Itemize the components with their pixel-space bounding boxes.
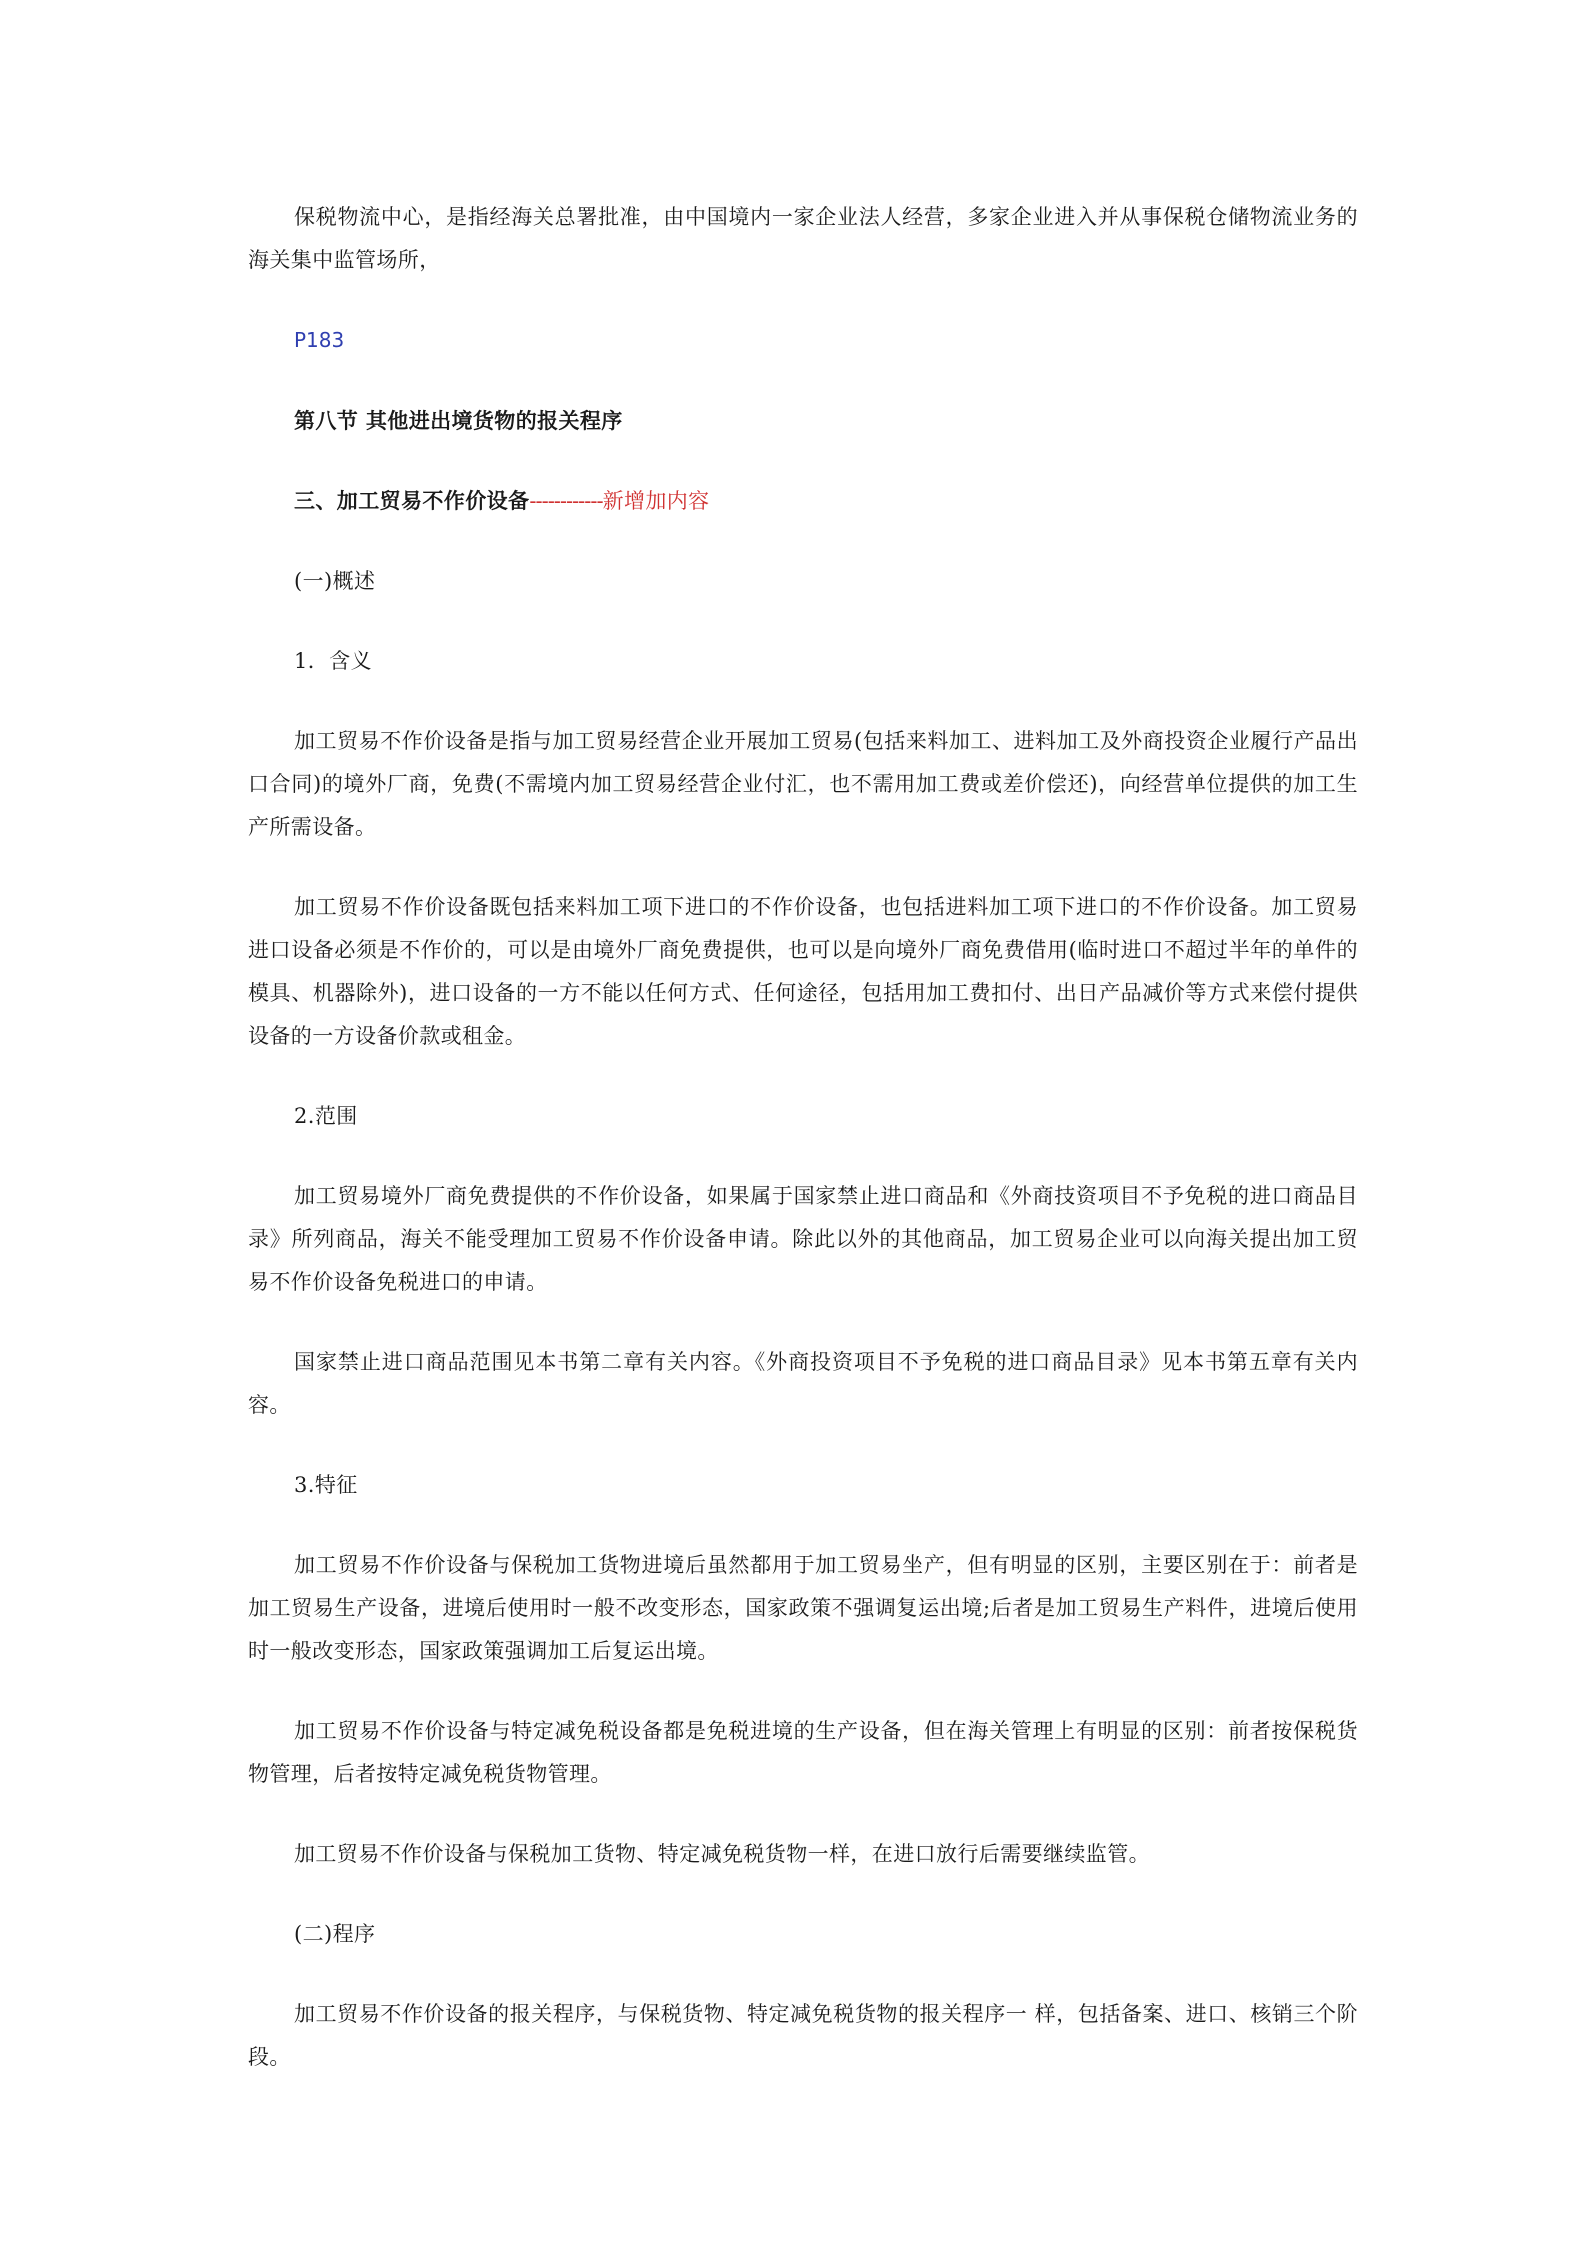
features-paragraph-2: 加工贸易不作价设备与特定减免税设备都是免税进境的生产设备，但在海关管理上有明显的区别：前者按保税货物管理，后者按特定减免税货物管理。 [248, 1719, 1358, 1786]
meaning-paragraph-1: 加工贸易不作价设备是指与加工贸易经营企业开展加工贸易(包括来料加工、进料加工及外商投资企业履行产品出口合同)的境外厂商，免费(不需境内加工贸易经营企业付汇，也不需用加工费或差价偿还)，向经营单位提供的加工生产所需设备。 [248, 729, 1358, 839]
intro-paragraph: 保税物流中心，是指经海关总署批准，由中国境内一家企业法人经营，多家企业进入并从事保税仓储物流业务的海关集中监管场所， [248, 205, 1358, 272]
meaning-paragraph-2: 加工贸易不作价设备既包括来料加工项下进口的不作价设备，也包括进料加工项下进口的不作价设备。加工贸易进口设备必须是不作价的，可以是由境外厂商免费提供，也可以是向境外厂商免费借用(临时进口不超过半年的单件的模具、机器除外)，进口设备的一方不能以任何方式、任何途径，包括用加工费扣付、出日产品减价等方式来偿付提供设备的一方设备价款或租金。 [248, 895, 1358, 1048]
page-reference: P183 [294, 328, 345, 352]
overview-heading: (一)概述 [294, 569, 376, 593]
scope-paragraph-2: 国家禁止进口商品范围见本书第二章有关内容。《外商投资项目不予免税的进口商品目录》见本书第五章有关内容。 [248, 1350, 1358, 1417]
features-paragraph-3: 加工贸易不作价设备与保税加工货物、特定减免税货物一样，在进口放行后需要继续监管。 [294, 1842, 1150, 1866]
features-heading: 3.特征 [294, 1473, 358, 1497]
scope-heading: 2.范围 [294, 1104, 358, 1128]
document-body [248, 196, 1358, 2116]
subsection-title: 三、加工贸易不作价设备 [294, 488, 530, 513]
procedure-heading: (二)程序 [294, 1922, 376, 1946]
subsection-title-line [248, 479, 1358, 523]
procedure-paragraph-1: 加工贸易不作价设备的报关程序，与保税货物、特定减免税货物的报关程序一 样，包括备案、进口、核销三个阶段。 [248, 2002, 1358, 2069]
scope-paragraph-1: 加工贸易境外厂商免费提供的不作价设备，如果属于国家禁止进口商品和《外商技资项目不予免税的进口商品目录》所列商品，海关不能受理加工贸易不作价设备申请。除此以外的其他商品，加工贸易企业可以向海关提出加工贸易不作价设备免税进口的申请。 [248, 1184, 1358, 1294]
section-title: 第八节 其他进出境货物的报关程序 [294, 408, 623, 433]
features-paragraph-1: 加工贸易不作价设备与保税加工货物进境后虽然都用于加工贸易坐产，但有明显的区别，主要区别在于：前者是加工贸易生产设备，进境后使用时一般不改变形态，国家政策不强调复运出境;后者是加工贸易生产料件，进境后使用时一般改变形态，国家政策强调加工后复运出境。 [248, 1553, 1358, 1663]
meaning-heading: 1．含义 [294, 649, 372, 673]
new-content-tag: 新增加内容 [602, 489, 710, 513]
subsection-dash: ------------ [529, 489, 603, 513]
